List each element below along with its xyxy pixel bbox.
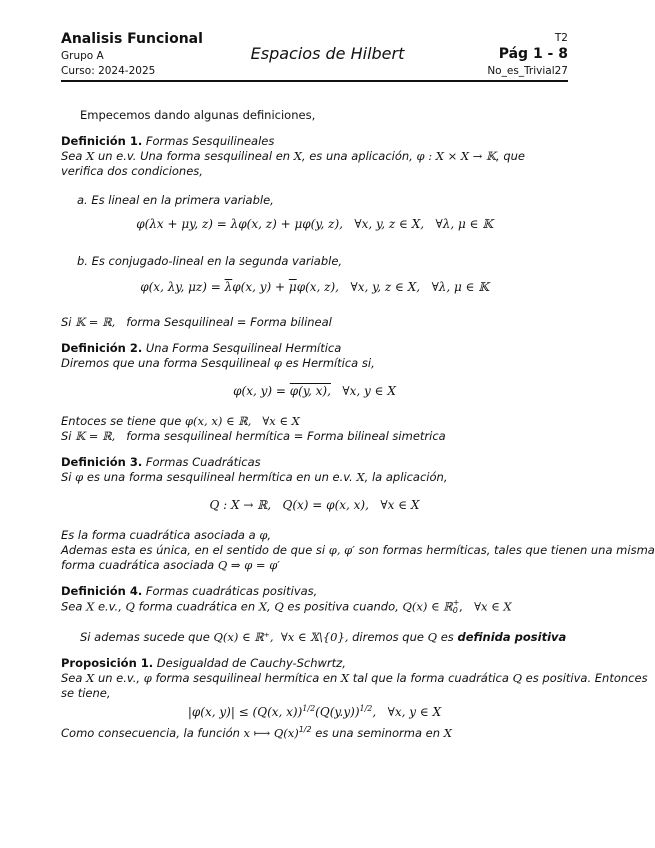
def2-label: Definición 2. (61, 341, 143, 355)
def1-text-d: , que verifica dos condiciones, (61, 149, 525, 178)
prop1-eq-main: |φ(x, y)| ≤ (Q(x, x)) (187, 705, 303, 719)
def4-math-x2: X (258, 599, 267, 614)
prop1-statement (61, 671, 648, 685)
prop1-cons-a: Como consecuencia, la función (61, 725, 240, 740)
def3-math-x: X (356, 470, 365, 484)
def3-statement (61, 470, 447, 484)
def4-heading (61, 584, 317, 598)
def4-label: Definición 4. (61, 584, 143, 598)
def2-then (61, 414, 300, 428)
def1-text-a: Sea (61, 149, 83, 163)
def2-math-phi: φ (273, 356, 282, 370)
prop1-cons-math: x ⟼ Q(x) (243, 725, 299, 740)
def3-p2-text-a: Ademas esta es única, en el sentido de que si (61, 543, 326, 557)
year-label: Curso: 2024-2025 (61, 65, 156, 77)
def4-math-cond: Q(x) ∈ ℝ (402, 599, 453, 614)
def4-p-q: ∀x ∈ 𝕏\{0}, (280, 630, 349, 644)
def1-b-label: b. (77, 254, 88, 268)
def1-math-map: φ : X × X → 𝕂 (416, 149, 497, 163)
def3-text-a: Si (61, 470, 72, 484)
def3-eq-2: Q(x) = φ(x, x), (282, 498, 369, 512)
prop1-eq-q: ∀x, y ∈ X (387, 705, 442, 719)
def2-eq-1: φ(x, y) = (233, 384, 286, 398)
prop1-cons-b: es una seminorma en (315, 725, 441, 740)
intro-text: Empecemos dando algunas definiciones, (80, 108, 316, 122)
def1-note-pre: Si (61, 315, 72, 329)
def1-text-b: un e.v. Una forma sesquilineal en (97, 149, 291, 163)
def4-math-x: X (86, 599, 95, 614)
prop1-cons-exp: 1/2 (298, 725, 312, 734)
author-label: No_es_Trivial27 (487, 65, 568, 77)
prop1-eq-exp2: 1/2 (359, 704, 373, 713)
group-label: Grupo A (61, 50, 104, 62)
def2-note-math: 𝕂 = ℝ, (75, 429, 116, 443)
prop1-text-e: es positiva. Entonces (525, 671, 648, 685)
def1-a-text: Es lineal en la primera variable, (91, 193, 274, 207)
def4-p-b: diremos que (352, 630, 424, 644)
def2-note-text: forma sesquilineal hermítica = Forma bilineal simetrica (126, 429, 446, 443)
def1-heading (61, 134, 274, 148)
def3-p2-math: φ, φ′ (328, 543, 355, 557)
prop1-cons-x: X (443, 725, 452, 740)
def3-p3 (61, 558, 280, 572)
def4-statement: Sea X e.v., Q forma cuadrática en X, Q es positiva cuando, Q(x) ∈ ℝ + 0 , ∀x ∈ X (61, 598, 512, 615)
def1-math-x: X (86, 149, 95, 163)
def1-eq-b-2: φ(x, y) + (232, 280, 286, 294)
def3-p1: Es la forma cuadrática asociada a φ, (61, 528, 272, 542)
prop1-eq: |φ(x, y)| ≤ (Q(x, $x))^{1/2}(Q(y.y))^{1/2}$, ∀x, y ∈ X (187, 704, 442, 719)
def1-name: Formas Sesquilineales (145, 134, 275, 148)
def1-eq-a-q2: ∀λ, μ ∈ 𝕂 (435, 217, 493, 231)
def1-note-math: 𝕂 = ℝ, (75, 315, 116, 329)
prop1-label: Proposición 1. (61, 656, 154, 670)
def3-p3-math: Q ⇒ φ = φ′ (217, 558, 280, 572)
def1-eq-b-q2: ∀λ, μ ∈ 𝕂 (431, 280, 489, 294)
def1-cond-b (77, 254, 342, 268)
prop1-text-a: Sea (61, 671, 83, 685)
prop1-math-phi: φ (143, 671, 152, 685)
prop1-eq-exp1: 1/2 (302, 704, 316, 713)
def3-p2 (61, 543, 655, 557)
def1-a-label: a. (77, 193, 88, 207)
def3-math-phi: φ (75, 470, 84, 484)
def4-text-d: , (267, 599, 271, 614)
def1-eq-b-mu: $\overline{\mu}$ (288, 280, 297, 294)
prop1-eq-b: (Q(y.y)) (315, 705, 360, 719)
def4-supsub (453, 599, 460, 615)
def2-then-math: φ(x, x) ∈ ℝ, (185, 414, 252, 428)
def4-text-c: forma cuadrática en (138, 599, 256, 614)
def1-eq-b-lambda: $\overline{\lambda}$ (224, 280, 233, 294)
def2-eq-3: ∀x, y ∈ X (342, 384, 396, 398)
def4-name: Formas cuadráticas positivas, (145, 584, 318, 598)
prop1-text-c: forma sesquilineal hermítica en (155, 671, 338, 685)
page-number: Pág 1 - 8 (498, 46, 568, 62)
course-title: Analisis Funcional (61, 31, 203, 47)
def1-eq-b (61, 280, 568, 294)
def4-p-q-sym: Q (427, 630, 438, 644)
def4-p-a: Si ademas sucede que (80, 630, 210, 644)
prop1-math-x: X (86, 671, 95, 685)
def1-cond-a (77, 193, 274, 207)
def4-p-math: Q(x) ∈ ℝ⁺, (213, 630, 274, 644)
def3-p1-text: Es la forma cuadrática asociada a (61, 528, 256, 542)
def3-text-b: es una forma sesquilineal hermítica en un e.v. (86, 470, 353, 484)
def3-p2-text-b: son formas hermíticas, tales que tienen una misma (358, 543, 655, 557)
def4-text-a: Sea (61, 599, 83, 614)
def3-p3-text: forma cuadrática asociada (61, 558, 215, 572)
def3-eq (61, 498, 568, 512)
def2-then-q: ∀x ∈ X (262, 414, 300, 428)
def1-math-x2: X (293, 149, 302, 163)
def1-eq-a (61, 217, 568, 231)
def2-note (61, 429, 446, 443)
def1-label: Definición 1. (61, 134, 143, 148)
def4-positive (80, 630, 566, 644)
def2-then-pre: Entoces se tiene que (61, 414, 182, 428)
def4-text-e: es positiva cuando, (287, 599, 399, 614)
def2-statement (61, 356, 375, 370)
def3-label: Definición 3. (61, 455, 143, 469)
prop1-text-d: tal que la forma cuadrática (352, 671, 509, 685)
def4-q: ∀x ∈ X (474, 599, 512, 614)
def2-eq (61, 384, 568, 398)
def3-p1-math: φ (259, 528, 268, 542)
def1-eq-a-q1: ∀x, y, z ∈ X, (354, 217, 425, 231)
def1-eq-b-3: φ(x, z), (296, 280, 339, 294)
def3-heading (61, 455, 261, 469)
def1-statement (61, 149, 568, 179)
prop1-name: Desigualdad de Cauchy-Schwrtz, (156, 656, 346, 670)
def4-math-q: Q (125, 599, 135, 614)
def1-text-c: , es una aplicación, (301, 149, 413, 163)
prop1-text-b: un e.v., (97, 671, 141, 685)
prop1-math-x2: X (340, 671, 350, 685)
prop1-consequence (61, 725, 452, 740)
def1-b-text: Es conjugado-lineal en la segunda variable, (91, 254, 343, 268)
def1-eq-b-q1: ∀x, y, z ∈ X, (350, 280, 421, 294)
def3-eq-3: ∀x ∈ X (380, 498, 420, 512)
header-rule (61, 80, 568, 82)
def3-text-c: , la aplicación, (364, 470, 448, 484)
def4-sup: + (452, 598, 460, 607)
def4-text-b: e.v., (97, 599, 122, 614)
def2-note-pre: Si (61, 429, 72, 443)
def1-eq-b-1: φ(x, λy, μz) = (140, 280, 221, 294)
def1-note (61, 315, 332, 329)
prop1-statement-2: se tiene, (61, 686, 111, 700)
def2-eq-2: φ(y, x), (289, 384, 331, 398)
def2-name: Una Forma Sesquilineal Hermítica (145, 341, 342, 355)
def2-heading (61, 341, 341, 355)
def4-p-bold: definida positiva (457, 630, 567, 644)
def3-name: Formas Cuadráticas (145, 455, 261, 469)
def4-p-c: es (440, 630, 454, 644)
prop1-math-q: Q (512, 671, 523, 685)
def2-text-a: Diremos que una forma Sesquilineal (61, 356, 271, 370)
def3-eq-1: Q : X → ℝ, (209, 498, 272, 512)
def1-eq-a-main: φ(λx + μy, z) = λφ(x, z) + μφ(y, z), (136, 217, 343, 231)
def4-math-q2: Q (274, 599, 284, 614)
def2-text-b: es Hermítica si, (285, 356, 375, 370)
prop1-heading (61, 656, 346, 670)
page-title: Espacios de Hilbert (250, 44, 405, 63)
def4-sub: 0 (452, 606, 458, 615)
topic-label: T2 (554, 32, 568, 44)
def1-note-text: forma Sesquilineal = Forma bilineal (126, 315, 332, 329)
